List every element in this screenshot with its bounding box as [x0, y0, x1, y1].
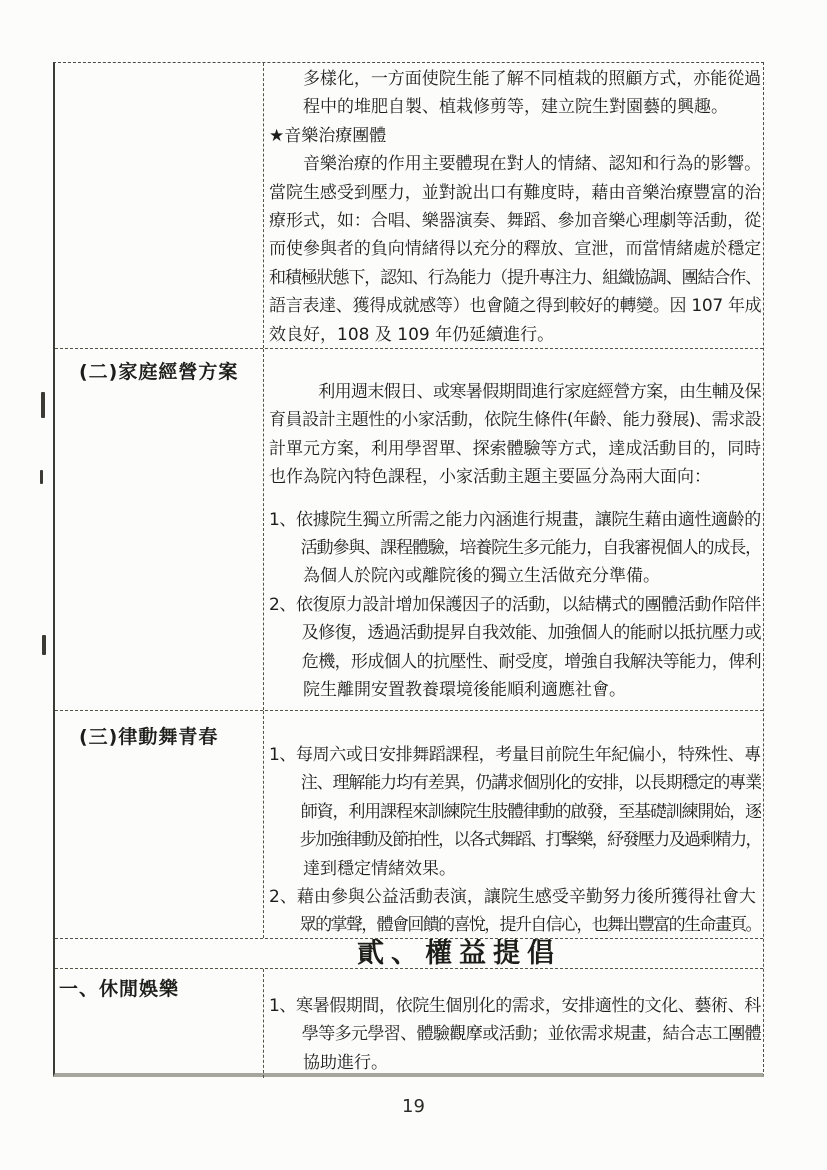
scan-artifact [42, 635, 46, 655]
row-label-cell-empty [55, 63, 264, 348]
text-line: 育員設計主題性的小家活動，依院生條件(年齡、能力發展)、需求設 [269, 410, 761, 431]
page-number: 19 [402, 1096, 425, 1117]
text-line: 1、每周六或日安排舞蹈課程，考量目前院生年紀偏小，特殊性、專 [269, 745, 761, 765]
text-line: 也作為院內特色課程，小家活動主題主要區分為兩大面向： [269, 467, 711, 488]
text-line: 療形式，如：合唱、樂器演奏、舞蹈、參加音樂心理劇等活動，從 [269, 211, 761, 232]
table-row-leisure [55, 969, 763, 1078]
text-line: 危機，形成個人的抗壓性、耐受度，增強自我解決等能力，俾利 [269, 651, 761, 672]
text-line: ★音樂治療團體 [269, 125, 387, 146]
text-line: 2、依復原力設計增加保護因子的活動，以結構式的團體活動作陪伴 [269, 594, 761, 615]
text-line: 效良好，108 及 109 年仍延續進行。 [269, 324, 555, 345]
paragraph-gap [269, 492, 761, 506]
table-row-dance-program [55, 711, 763, 939]
numbered-list-block [269, 883, 761, 938]
scan-artifact [40, 470, 43, 484]
text-line: 當院生感受到壓力，並對說出口有難度時，藉由音樂治療豐富的治 [269, 182, 761, 203]
text-line: 計單元方案，利用學習單、探索體驗等方式，達成活動目的，同時 [269, 438, 761, 459]
row-content-dance-program [264, 711, 763, 938]
text-line: 語言表達、獲得成就感等）也會隨之得到較好的轉變。因 107 年成 [269, 296, 761, 317]
scan-artifact [41, 392, 45, 418]
row-label-leisure: 一、休閒娛樂 [55, 969, 264, 1078]
text-line: 達到穩定情緒效果。 [269, 858, 456, 879]
document-table [53, 62, 764, 1077]
row-label-family-program: (二)家庭經營方案 [55, 349, 264, 710]
row-content-family-program [264, 349, 763, 710]
row-content-music-therapy [264, 63, 763, 348]
row-label-dance-program: (三)律動舞青春 [55, 711, 264, 938]
text-line: 2、藉由參與公益活動表演，讓院生感受辛勤努力後所獲得社會大 [269, 887, 756, 908]
row-content-leisure [264, 969, 763, 1078]
numbered-list-block [269, 741, 761, 883]
text-line: 多樣化，一方面使院生能了解不同植栽的照顧方式，亦能從過 [269, 69, 761, 89]
paragraph-block [269, 378, 761, 492]
section-header-title: 貳、權益提倡 [357, 939, 561, 969]
numbered-list-block [269, 506, 761, 705]
text-line: 協助進行。 [269, 1052, 388, 1073]
text-line: 師資，利用課程來訓練院生肢體律動的啟發，至基礎訓練開始，逐 [269, 801, 761, 822]
text-line: 注、理解能力均有差異，仍講求個別化的安排，以長期穩定的專業 [269, 773, 761, 794]
table-row-section-header [55, 939, 763, 969]
text-line: 音樂治療的作用主要體現在對人的情緒、認知和行為的影響。 [269, 154, 761, 175]
text-line: 1、依據院生獨立所需之能力內涵進行規畫，讓院生藉由適性適齡的 [269, 509, 761, 530]
text-line: 院生離開安置教養環境後能順利適應社會。 [269, 680, 626, 701]
text-line: 為個人於院內或離院後的獨立生活做充分準備。 [269, 566, 660, 587]
text-line: 而使參與者的負向情緒得以充分的釋放、宣泄，而當情緒處於穩定 [269, 239, 761, 260]
text-line: 學等多元學習、體驗觀摩或活動；並依需求規畫，結合志工團體 [269, 1024, 761, 1045]
text-line: 程中的堆肥自製、植栽修剪等，建立院生對園藝的興趣。 [269, 97, 728, 118]
text-line: 利用週末假日、或寒暑假期間進行家庭經營方案，由生輔及保 [269, 382, 761, 402]
table-row-music-therapy [55, 63, 763, 349]
text-line: 眾的掌聲，體會回饋的喜悅，提升自信心，也舞出豐富的生命畫頁。 [269, 915, 761, 936]
table-row-family-program [55, 349, 763, 711]
text-line: 活動參與、課程體驗，培養院生多元能力，自我審視個人的成長， [269, 538, 761, 559]
text-line: 和積極狀態下，認知、行為能力（提升專注力、組織協調、團結合作、 [269, 267, 761, 288]
text-line: 步加強律動及節拍性，以各式舞蹈、打擊樂，紓發壓力及過剩精力， [269, 830, 761, 851]
text-line: 1、寒暑假期間，依院生個別化的需求，安排適性的文化、藝術、科 [269, 996, 761, 1016]
text-line: 及修復，透過活動提昇自我效能、加強個人的能耐以抵抗壓力或 [269, 623, 761, 644]
